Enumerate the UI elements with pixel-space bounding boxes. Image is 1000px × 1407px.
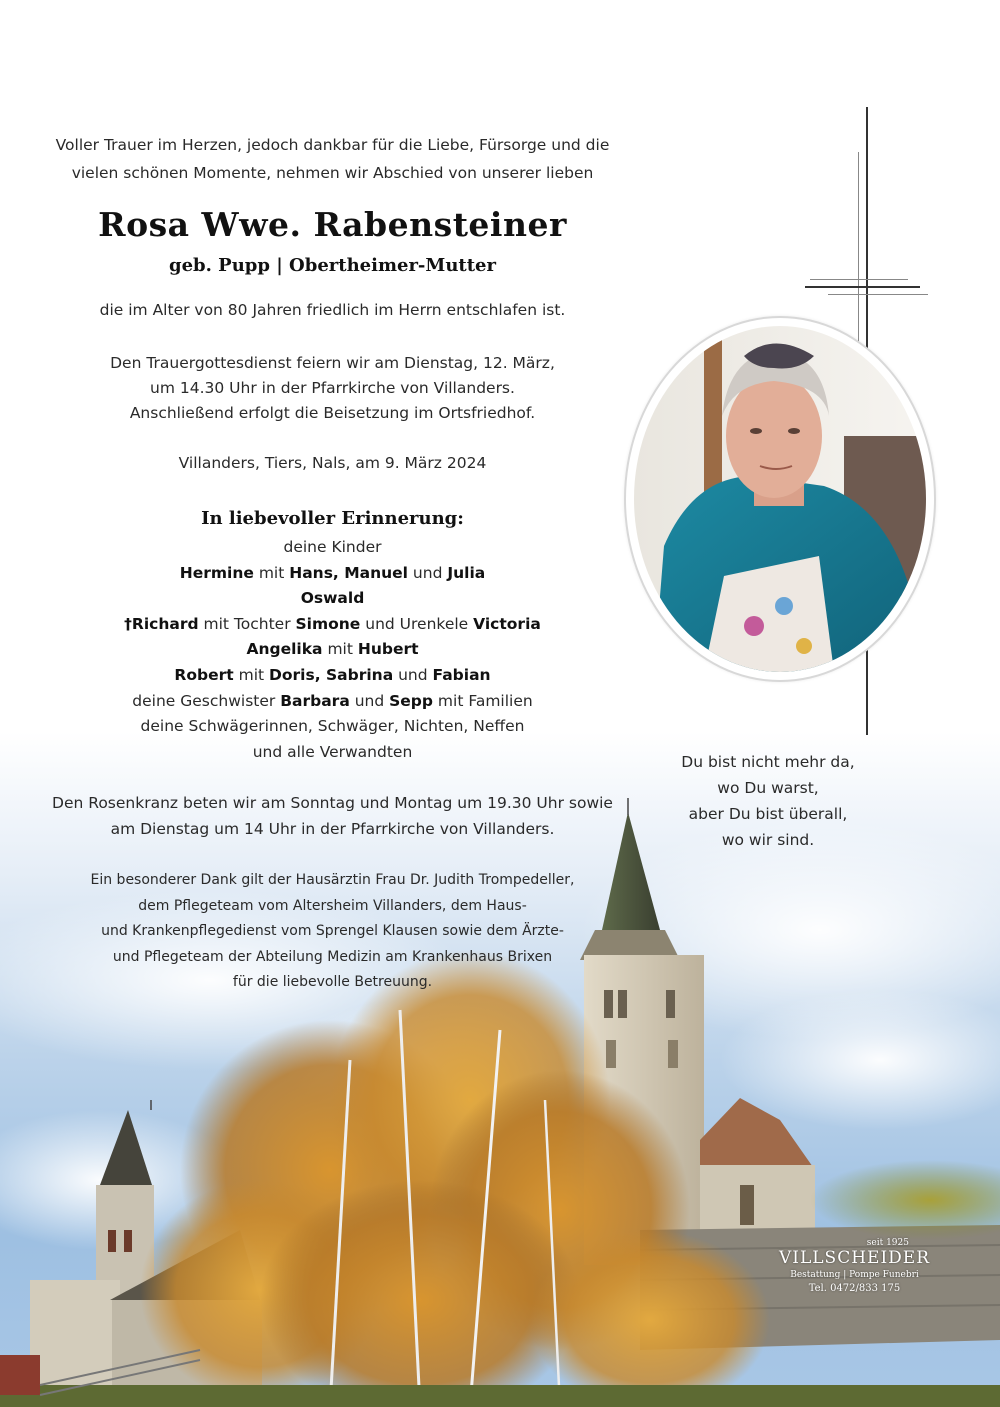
portrait-photo [634,326,926,672]
logo-phone: Tel. 0472/833 175 [808,1283,901,1294]
thanks-line-4: und Pflegeteam der Abteilung Medizin am Krankenhaus Brixen [112,948,553,965]
family-connector: mit Tochter [198,614,296,633]
cross-vertical-line-thin [858,152,859,342]
poem-line-2: wo Du warst, [717,779,819,797]
funeral-home-logo [772,1238,937,1294]
deceased-name: Rosa Wwe. Rabensteiner [98,205,567,244]
service-line-3: Anschließend erfolgt die Beisetzung im Ortsfriedhof. [129,404,536,422]
family-name: Hans, Manuel [289,563,408,582]
family-row [50,586,615,612]
family-connector: mit [253,563,290,582]
intro-line-2: vielen schönen Momente, nehmen wir Abschied von unserer lieben [71,164,594,182]
family-row [50,663,615,689]
poem-line-4: wo wir sind. [721,831,815,849]
thanks-line-3: und Krankenpflegedienst vom Sprengel Klausen sowie dem Ärzte- [101,923,564,940]
poem [652,749,884,853]
thanks-line-1: Ein besonderer Dank gilt der Hausärztin Frau Dr. Judith Trompedeller, [90,872,575,888]
cross-horizontal-line-thin [810,279,908,280]
family-name: †Richard [124,614,199,633]
poem-line-1: Du bist nicht mehr da, [681,753,855,771]
thanks-line-2: dem Pflegeteam vom Altersheim Villanders, dem Haus- [138,897,527,914]
poem-line-3: aber Du bist überall, [688,805,848,823]
memory-heading: In liebevoller Erinnerung: [201,508,464,529]
family-row [50,612,615,638]
deceased-subtitle: geb. Pupp | Obertheimer-Mutter [169,255,496,276]
family-name: Fabian [432,665,491,684]
intro-line-1: Voller Trauer im Herzen, jedoch dankbar für die Liebe, Fürsorge und die [55,136,610,154]
service-info [50,351,615,426]
family-connector: mit [233,665,270,684]
thanks-text [50,868,615,996]
family-name: Julia [447,563,486,582]
service-line-1: Den Trauergottesdienst feiern wir am Dienstag, 12. März, [110,354,555,372]
family-name: Victoria [473,614,541,633]
family-name: Simone [295,614,361,633]
family-name: Robert [174,665,234,684]
family-name: Angelika [246,640,323,659]
service-line-2: um 14.30 Uhr in der Pfarrkirche von Villanders. [150,379,515,397]
place-date: Villanders, Tiers, Nals, am 9. März 2024 [178,454,487,472]
rosary-info [40,790,625,842]
family-connector: deine Geschwister [132,691,281,710]
family-connector: und [408,563,448,582]
cross-horizontal-line [805,286,920,288]
family-connector: mit Familien [433,691,533,710]
family-list [50,535,615,765]
intro-text [50,131,615,187]
family-connector: und [349,691,390,710]
family-row [50,689,615,715]
family-row: deine Schwägerinnen, Schwäger, Nichten, Neffen [140,717,525,736]
rosary-line-1: Den Rosenkranz beten wir am Sonntag und Montag um 19.30 Uhr sowie [52,794,613,812]
family-connector: und [393,665,433,684]
family-name: Hubert [357,640,419,659]
rosary-line-2: am Dienstag um 14 Uhr in der Pfarrkirche von Villanders. [110,820,555,838]
logo-subtitle: Bestattung | Pompe Funebri [790,1270,919,1280]
logo-name: VILLSCHEIDER [778,1248,930,1268]
thanks-line-5: für die liebevolle Betreuung. [232,974,433,991]
age-line: die im Alter von 80 Jahren friedlich im Herrn entschlafen ist. [99,301,566,319]
family-row [50,561,615,587]
family-connector: mit [322,640,358,659]
family-name: Sepp [389,691,433,710]
family-connector: und Urenkele [360,614,474,633]
children-intro: deine Kinder [283,538,382,556]
family-row: und alle Verwandten [252,742,413,761]
family-name: Barbara [280,691,350,710]
family-name: Oswald [300,589,365,608]
logo-since: seit 1925 [866,1238,909,1248]
family-name: Doris, Sabrina [269,665,394,684]
cross-horizontal-line-thin-2 [828,294,928,295]
family-row [50,637,615,663]
family-name: Hermine [179,563,254,582]
